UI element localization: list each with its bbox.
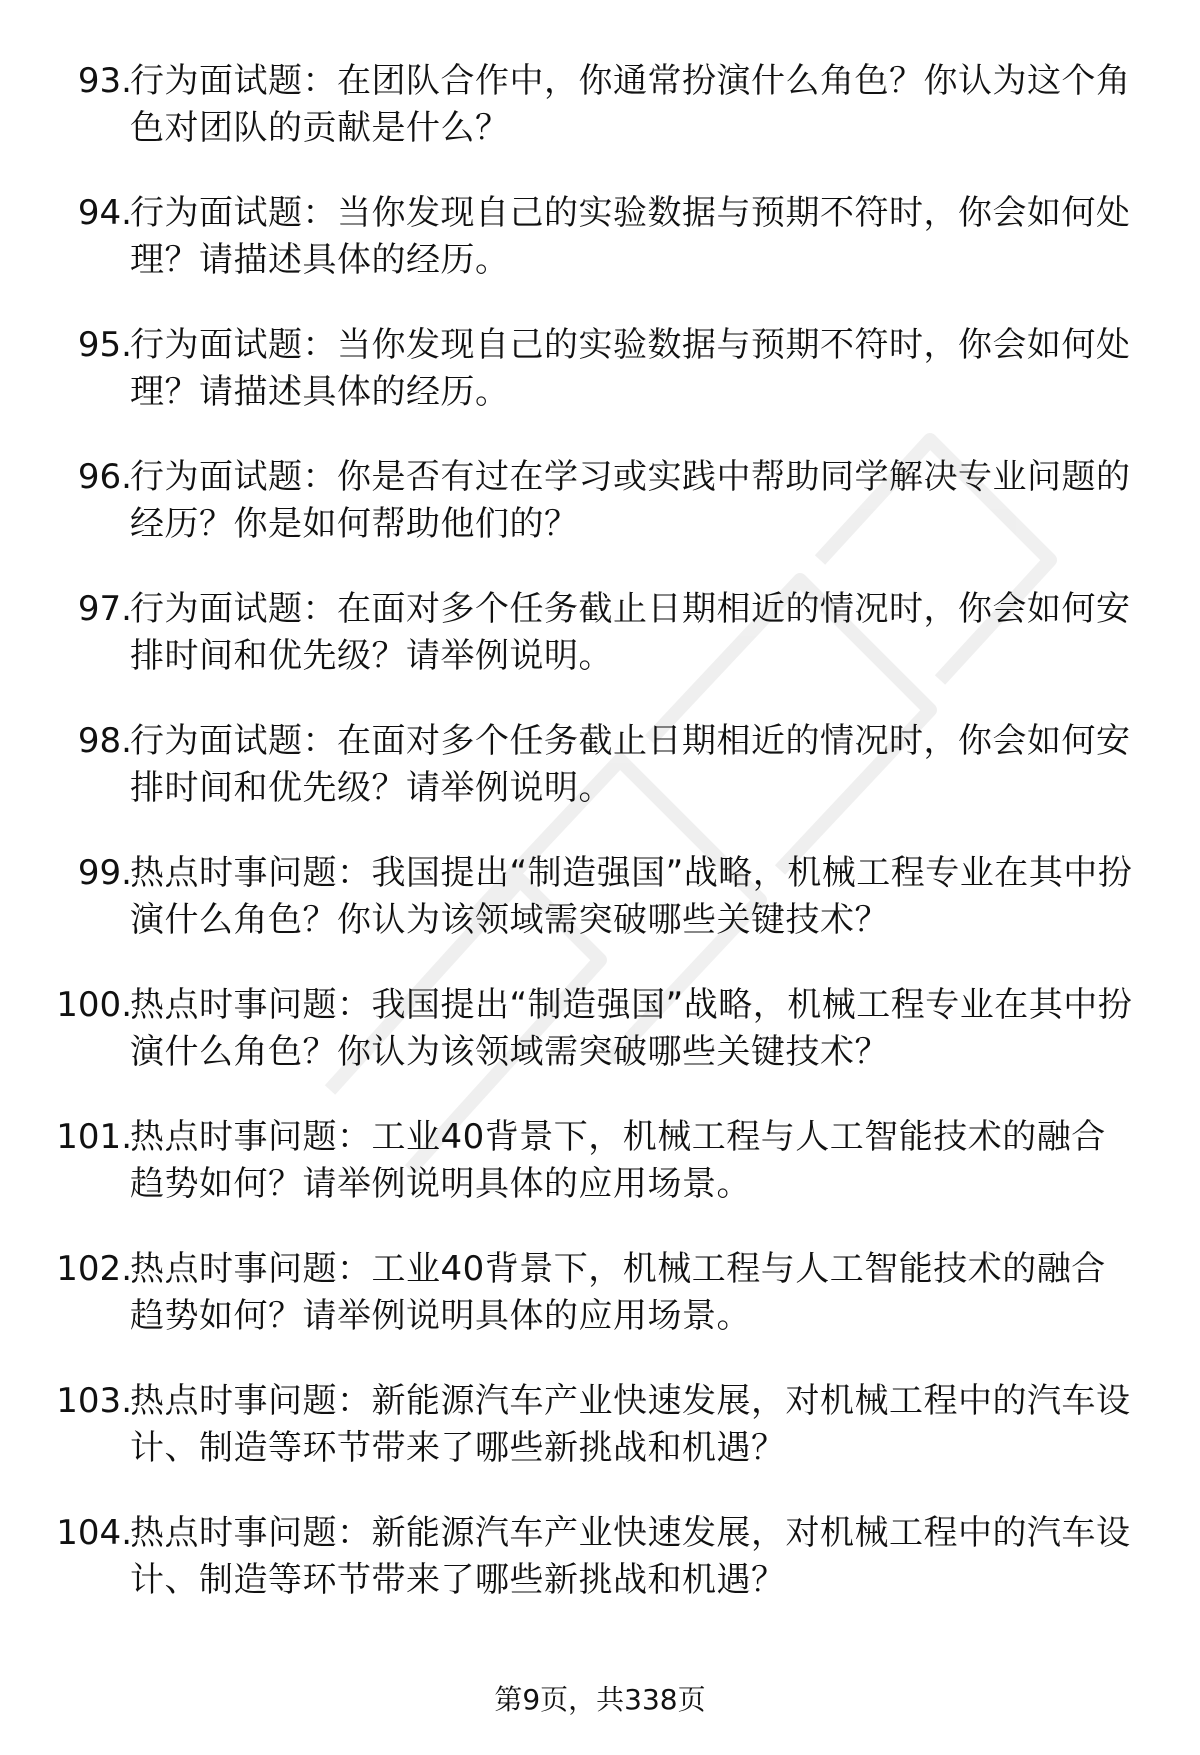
question-text: 热点时事问题：我国提出“制造强国”战略，机械工程专业在其中扮演什么角色？你认为该领域需突破哪些关键技术？ bbox=[130, 985, 1133, 1072]
question-number: 104. bbox=[56, 1513, 132, 1553]
question-item bbox=[0, 454, 1200, 586]
question-item bbox=[0, 1246, 1200, 1378]
question-text: 热点时事问题：工业40背景下，机械工程与人工智能技术的融合趋势如何？请举例说明具体的应用场景。 bbox=[130, 1249, 1106, 1336]
question-text: 热点时事问题：我国提出“制造强国”战略，机械工程专业在其中扮演什么角色？你认为该领域需突破哪些关键技术？ bbox=[130, 853, 1133, 940]
question-number: 102. bbox=[56, 1249, 132, 1289]
question-item bbox=[0, 718, 1200, 850]
question-text: 行为面试题：当你发现自己的实验数据与预期不符时，你会如何处理？请描述具体的经历。 bbox=[130, 193, 1131, 280]
question-number: 98. bbox=[77, 721, 132, 761]
question-item bbox=[0, 982, 1200, 1114]
question-text: 行为面试题：当你发现自己的实验数据与预期不符时，你会如何处理？请描述具体的经历。 bbox=[130, 325, 1131, 412]
question-text: 热点时事问题：工业40背景下，机械工程与人工智能技术的融合趋势如何？请举例说明具体的应用场景。 bbox=[130, 1117, 1106, 1204]
question-number: 103. bbox=[56, 1381, 132, 1421]
question-text: 行为面试题：在团队合作中，你通常扮演什么角色？你认为这个角色对团队的贡献是什么？ bbox=[130, 61, 1131, 148]
question-number: 96. bbox=[77, 457, 132, 497]
question-text: 行为面试题：你是否有过在学习或实践中帮助同学解决专业问题的经历？你是如何帮助他们的？ bbox=[130, 457, 1131, 544]
question-item bbox=[0, 1378, 1200, 1510]
page-footer: 第9页，共338页 bbox=[494, 1683, 706, 1716]
question-list bbox=[0, 58, 1200, 1642]
question-item bbox=[0, 850, 1200, 982]
question-item bbox=[0, 1510, 1200, 1642]
question-item bbox=[0, 322, 1200, 454]
question-number: 97. bbox=[77, 589, 132, 629]
question-item bbox=[0, 58, 1200, 190]
question-text: 行为面试题：在面对多个任务截止日期相近的情况时，你会如何安排时间和优先级？请举例说明。 bbox=[130, 721, 1131, 808]
question-number: 99. bbox=[77, 853, 132, 893]
question-text: 热点时事问题：新能源汽车产业快速发展，对机械工程中的汽车设计、制造等环节带来了哪些新挑战和机遇？ bbox=[130, 1381, 1131, 1468]
question-item bbox=[0, 586, 1200, 718]
question-number: 93. bbox=[77, 61, 132, 101]
question-text: 热点时事问题：新能源汽车产业快速发展，对机械工程中的汽车设计、制造等环节带来了哪些新挑战和机遇？ bbox=[130, 1513, 1131, 1600]
question-item bbox=[0, 1114, 1200, 1246]
question-text: 行为面试题：在面对多个任务截止日期相近的情况时，你会如何安排时间和优先级？请举例说明。 bbox=[130, 589, 1131, 676]
question-number: 95. bbox=[77, 325, 132, 365]
question-item bbox=[0, 190, 1200, 322]
question-number: 101. bbox=[56, 1117, 132, 1157]
question-number: 100. bbox=[56, 985, 132, 1025]
question-number: 94. bbox=[77, 193, 132, 233]
